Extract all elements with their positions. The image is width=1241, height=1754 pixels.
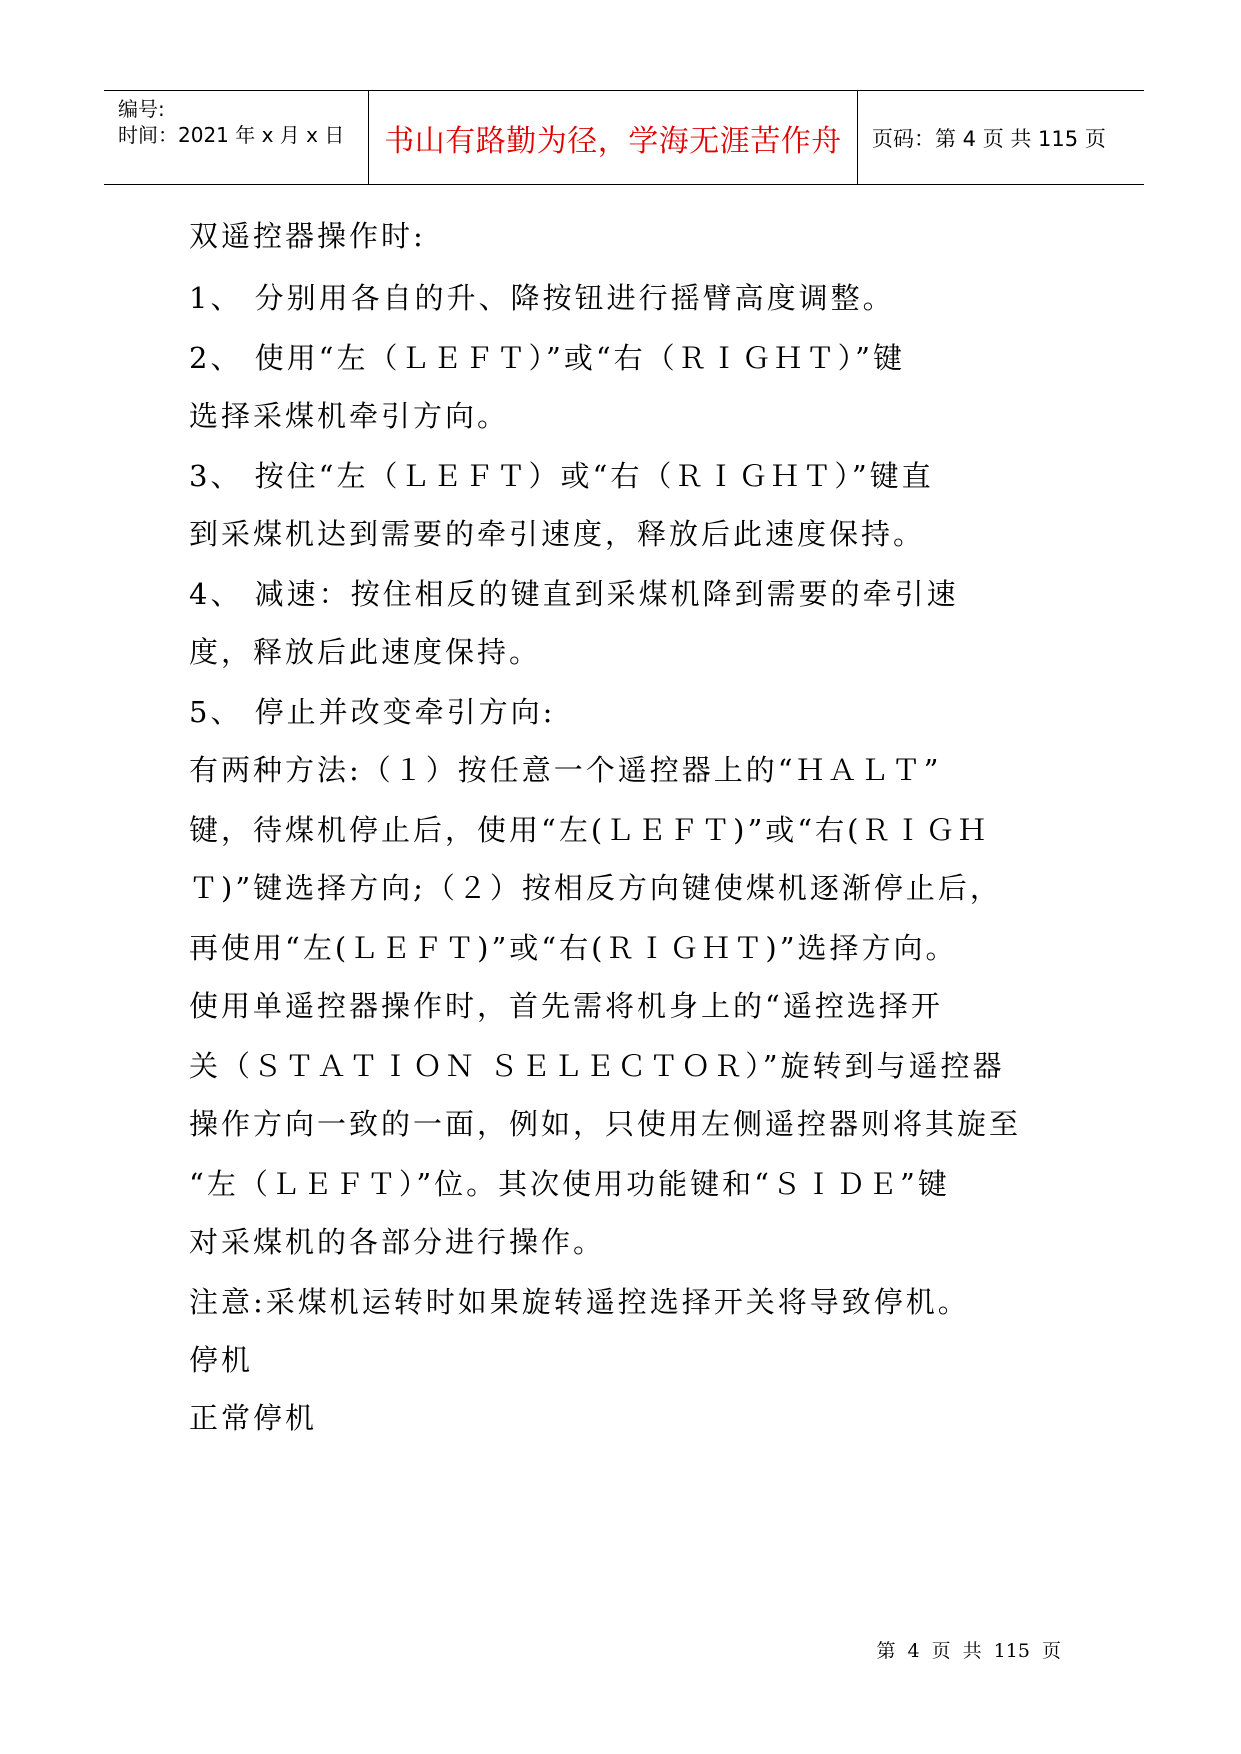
page-header [104, 90, 1144, 185]
body-line-19: 注意:采煤机运转时如果旋转遥控选择开关将导致停机。 [189, 1285, 970, 1319]
body-line-5: 3、 按住“左（ＬＥＦＴ）或“右（ＲＩＧＨＴ）”键直 [189, 459, 934, 493]
body-line-1: 双遥控器操作时: [189, 219, 426, 253]
body-line-9: 5、 停止并改变牵引方向: [189, 695, 556, 729]
body-line-6: 到采煤机达到需要的牵引速度，释放后此速度保持。 [189, 517, 926, 551]
body-line-10: 有两种方法:（１）按任意一个遥控器上的“ＨＡＬＴ” [189, 753, 942, 787]
page-footer: 第 4 页 共 115 页 [876, 1640, 1061, 1662]
body-line-21: 正常停机 [189, 1401, 318, 1435]
header-motto: 书山有路勤为径，学海无涯苦作舟 [369, 91, 858, 184]
body-line-18: 对采煤机的各部分进行操作。 [189, 1225, 606, 1259]
body-line-8: 度，释放后此速度保持。 [189, 635, 542, 669]
time-label: 时间：2021 年 x 月 x 日 [118, 123, 345, 147]
header-meta [104, 91, 369, 184]
body-line-2: 1、 分别用各自的升、降按钮进行摇臂高度调整。 [189, 281, 895, 315]
body-line-11: 键，待煤机停止后，使用“左(ＬＥＦＴ)”或“右(ＲＩＧＨ [189, 813, 990, 847]
code-label: 编号: [118, 97, 165, 121]
body-line-17: “左（ＬＥＦＴ）”位。其次使用功能键和“ＳＩＤＥ”键 [189, 1167, 950, 1201]
body-line-16: 操作方向一致的一面，例如，只使用左侧遥控器则将其旋至 [189, 1107, 1022, 1141]
body-line-20: 停机 [189, 1343, 254, 1377]
body-line-15: 关（ＳＴＡＴＩＯＮ ＳＥＬＥＣＴＯＲ）”旋转到与遥控器 [189, 1049, 1005, 1083]
body-line-3: 2、 使用“左（ＬＥＦＴ）”或“右（ＲＩＧＨＴ）”键 [189, 341, 905, 375]
body-line-7: 4、 减速：按住相反的键直到采煤机降到需要的牵引速 [189, 577, 959, 611]
body-line-14: 使用单遥控器操作时，首先需将机身上的“遥控选择开 [189, 989, 943, 1023]
body-line-12: Ｔ)”键选择方向;（２）按相反方向键使煤机逐渐停止后， [189, 871, 1002, 905]
body-line-13: 再使用“左(ＬＥＦＴ)”或“右(ＲＩＧＨＴ)”选择方向。 [189, 931, 958, 965]
header-page-number: 页码：第 4 页 共 115 页 [872, 126, 1106, 151]
body-line-4: 选择采煤机牵引方向。 [189, 399, 510, 433]
